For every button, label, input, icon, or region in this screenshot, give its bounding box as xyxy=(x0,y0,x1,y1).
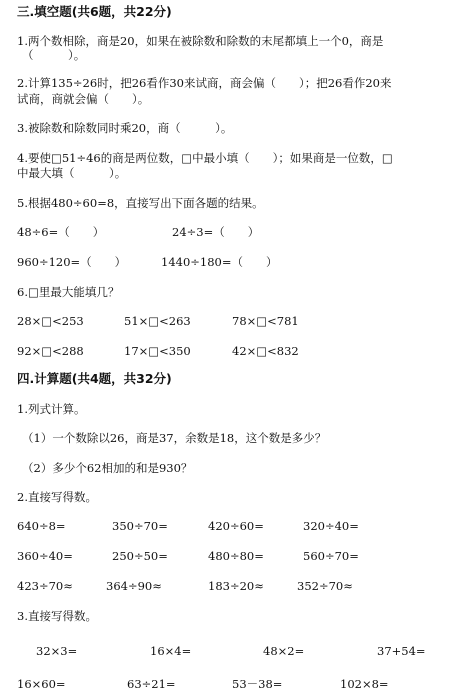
q3-1-line2: （ ）。 xyxy=(22,48,86,62)
q3-6-item: 28×□<253 xyxy=(17,314,84,328)
q4-3-item: 32×3= xyxy=(36,644,78,658)
q4-3-item: 102×8= xyxy=(340,677,389,691)
q3-6: 6.□里最大能填几？ xyxy=(17,285,120,299)
q4-3-item: 48×2= xyxy=(263,644,305,658)
q4-3-item: 37+54= xyxy=(377,644,426,658)
q4-3-item: 53－38= xyxy=(232,677,283,691)
q3-4-line1: 4.要使□51÷46的商是两位数，□中最小填（ ）；如果商是一位数，□ xyxy=(17,151,393,165)
section-3-title: 三.填空题(共6题，共22分) xyxy=(17,4,172,19)
q3-2-line2: 试商，商就会偏（ ）。 xyxy=(17,92,150,106)
q3-6-item: 51×□<263 xyxy=(124,314,191,328)
q3-6-item: 42×□<832 xyxy=(232,344,299,358)
q4-3-item: 16×4= xyxy=(150,644,192,658)
q4-2-item: 352÷70≈ xyxy=(297,579,353,593)
q3-3: 3.被除数和除数同时乘20，商（ ）。 xyxy=(17,121,233,135)
q3-6-item: 78×□<781 xyxy=(232,314,299,328)
q4-2: 2.直接写得数。 xyxy=(17,490,97,504)
q4-2-item: 360÷40= xyxy=(17,549,73,563)
q3-4-line2: 中最大填（ ）。 xyxy=(17,166,127,180)
q4-2-item: 250÷50= xyxy=(112,549,168,563)
q3-6-item: 17×□<350 xyxy=(124,344,191,358)
q3-5-item: 24÷3=（ ） xyxy=(172,225,260,239)
q4-3-item: 63÷21= xyxy=(127,677,176,691)
q4-1-a: （1）一个数除以26，商是37，余数是18，这个数是多少？ xyxy=(22,431,327,445)
q3-5-item: 48÷6=（ ） xyxy=(17,225,105,239)
q3-1-line1: 1.两个数相除，商是20，如果在被除数和除数的末尾都填上一个0，商是 xyxy=(17,34,384,48)
q4-2-item: 183÷20≈ xyxy=(208,579,264,593)
q4-2-item: 320÷40= xyxy=(303,519,359,533)
q4-2-item: 560÷70= xyxy=(303,549,359,563)
section-4-title: 四.计算题(共4题，共32分) xyxy=(17,371,172,386)
q4-1: 1.列式计算。 xyxy=(17,402,86,416)
q4-2-item: 423÷70≈ xyxy=(17,579,73,593)
q4-2-item: 640÷8= xyxy=(17,519,66,533)
q4-3-item: 16×60= xyxy=(17,677,66,691)
q4-1-b: （2）多少个62相加的和是930？ xyxy=(22,461,193,475)
q3-5: 5.根据480÷60=8，直接写出下面各题的结果。 xyxy=(17,196,264,210)
q4-2-item: 364÷90≈ xyxy=(106,579,162,593)
q4-2-item: 350÷70= xyxy=(112,519,168,533)
q3-6-item: 92×□<288 xyxy=(17,344,84,358)
q3-5-item: 960÷120=（ ） xyxy=(17,255,127,269)
q4-2-item: 420÷60= xyxy=(208,519,264,533)
q4-3: 3.直接写得数。 xyxy=(17,609,97,623)
q3-2-line1: 2.计算135÷26时，把26看作30来试商，商会偏（ ）；把26看作20来 xyxy=(17,76,392,90)
q4-2-item: 480÷80= xyxy=(208,549,264,563)
q3-5-item: 1440÷180=（ ） xyxy=(161,255,278,269)
